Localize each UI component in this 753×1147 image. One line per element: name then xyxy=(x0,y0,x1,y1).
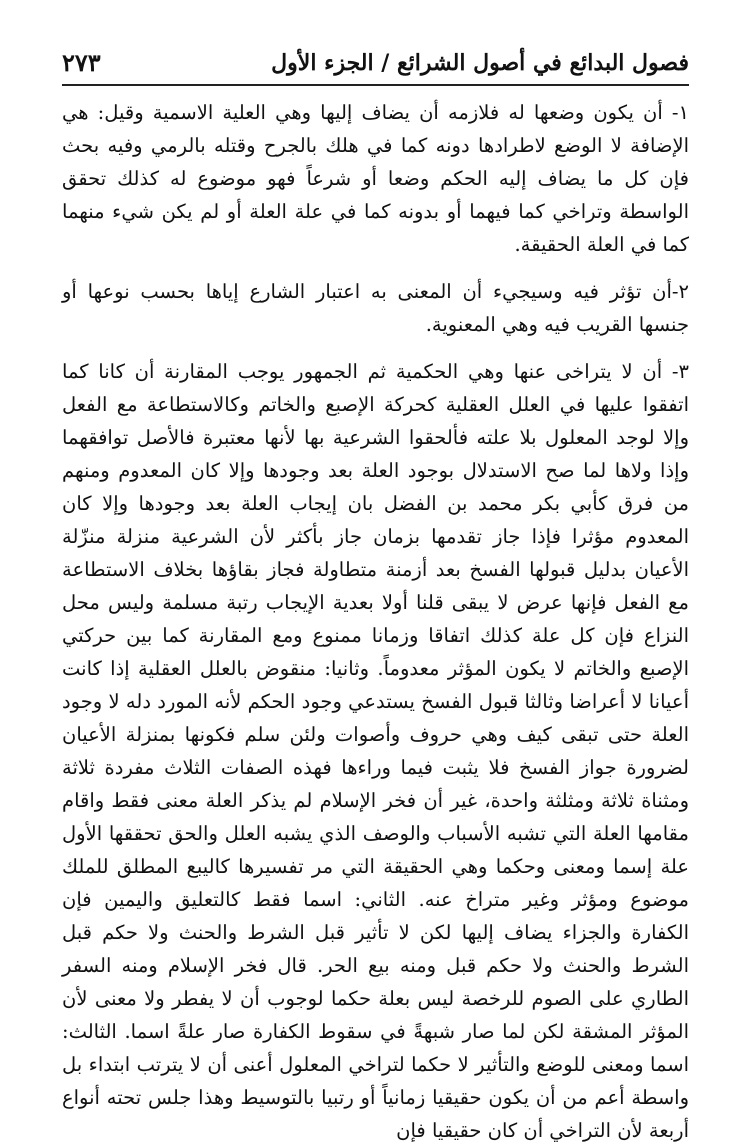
paragraph-1: ١- أن يكون وضعها له فلازمه أن يضاف إليها وهي العلية الاسمية وقيل: هي الإضافة لا الوضع لاطرادها دونه كما في هلك بالجرح وقتله بالرمي وفيه بحث فإن كل ما يضاف إليه الحكم وضعا أو شرعاً فهو موضوع له كذلك تحقق الواسطة وتراخي كما فيهما أو بدونه كما في علة العلة أو لم يكن شيء منهما كما في العلة الحقيقة. xyxy=(62,101,689,256)
running-title: فصول البدائع في أصول الشرائع / الجزء الأول xyxy=(271,50,689,76)
page-number: ٢٧٣ xyxy=(62,48,101,77)
header-divider xyxy=(62,84,689,86)
page-header xyxy=(62,44,689,84)
body-text xyxy=(62,96,689,1147)
paragraph-3: ٣- أن لا يتراخى عنها وهي الحكمية ثم الجمهور يوجب المقارنة أن كانا كما اتفقوا عليها في العلل العقلية كحركة الإصبع والخاتم وكالاستطاعة مع الفعل وإلا لوجد المعلول بلا علته فألحقوا الشرعية بها لأنها معتبرة فالأصل توافقهما وإذا ولاها لما صح الاستدلال بوجود العلة بعد وجودها وإلا كان المعدوم ومنهم من فرق كأبي بكر محمد بن الفضل بان إيجاب العلة بعد وجودها وإلا كان المعدوم مؤثرا فإذا جاز تقدمها بزمان جاز بأكثر لأن الشرعية منزلة منزّلة الأعيان بدليل قبولها الفسخ بعد أزمنة متطاولة فجاز بقاؤها بخلاف الاستطاعة مع الفعل فإنها عرض لا يبقى قلنا أولا بعدية الإيجاب رتبة مسلمة وليس محل النزاع فإن كل علة كذلك اتفاقا وزمانا ممنوع ومع المقارنة كما بين حركتي الإصبع والخاتم لا يكون المؤثر معدوماً. وثانيا: منقوض بالعلل العقلية إذا كانت أعيانا لا أعراضا وثالثا قبول الفسخ يستدعي وجود الحكم لأنه المورد دله لا وجود العلة حتى تبقى كيف وهي حروف وأصوات ولئن سلم فكونها بمنزلة الأعيان لضرورة جواز الفسخ فلا يثبت فيما وراءها فهذه الصفات الثلاث مفردة ثلاثة ومثناة ثلاثة ومثلثة واحدة، غير أن فخر الإسلام لم يذكر العلة معنى فقط واقام مقامها العلة التي تشبه الأسباب والوصف الذي يشبه العلل والحق تحققها الأول علة إسما ومعنى وحكما وهي الحقيقة التي مر تفسيرها كاليبع المطلق للملك موضوع ومؤثر وغير متراخ عنه. الثاني: اسما فقط كالتعليق واليمين فإن الكفارة والجزاء يضاف إليها لكن لا تأثير قبل الشرط والحنث ولا حكم قبل الشرط والحنث ولا حكم قبل ومنه بيع الحر. قال فخر الإسلام ومنه السفر الطاري على الصوم للرخصة ليس بعلة حكما لوجوب أن لا يفطر ولا معنى لأن المؤثر المشقة لكن لما صار شبهةً في سقوط الكفارة صار علةً اسما. الثالث: اسما ومعنى للوضع والتأثير لا حكما لتراخي المعلول أعنى أن لا يترتب ابتداء بل واسطة أعم من أن يكون حقيقيا زمانياً أو رتبيا بالتوسيط وهذا جلس تحته أنواع أربعة لأن التراخي أن كان حقيقيا فإن xyxy=(62,360,689,1142)
paragraph-2: ٢-أن تؤثر فيه وسيجيء أن المعنى به اعتبار الشارع إياها بحسب نوعها أو جنسها القريب فيه وهي المعنوية. xyxy=(62,280,689,336)
